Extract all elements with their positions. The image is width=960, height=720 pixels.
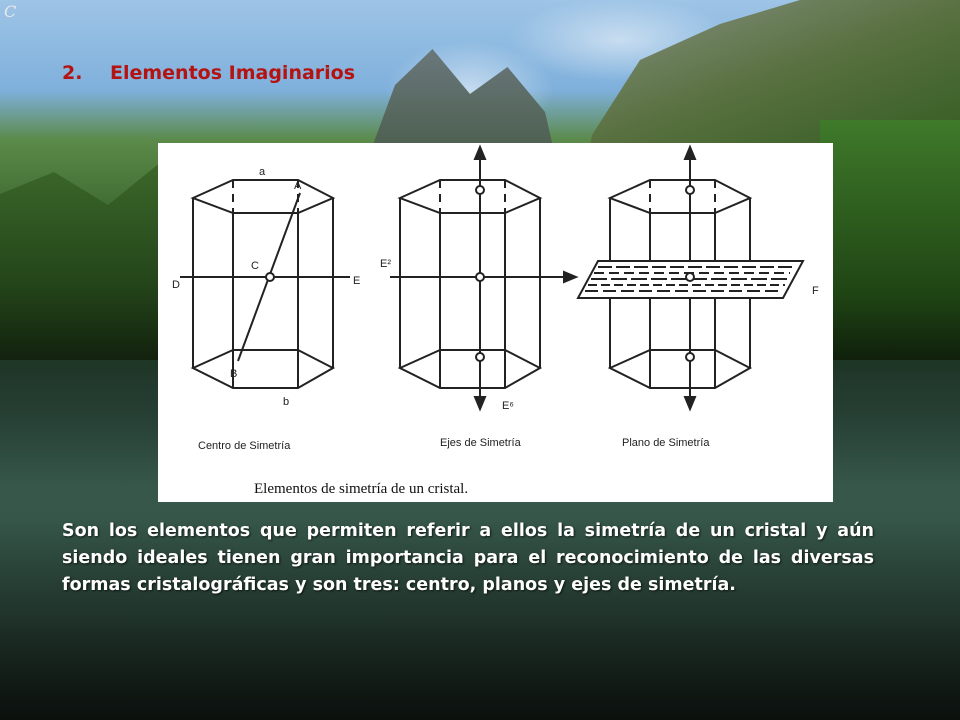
- figure-caption: Elementos de simetría de un cristal.: [254, 481, 469, 497]
- prism-centro: [180, 180, 350, 388]
- label-E2: E²: [380, 258, 391, 270]
- symmetry-diagram: [158, 143, 833, 502]
- label-b: b: [283, 396, 290, 408]
- label-D: D: [172, 279, 180, 291]
- label-E: E: [353, 275, 361, 287]
- plane-point-bottom: [686, 353, 694, 361]
- title-number: 2.: [62, 62, 83, 84]
- label-a: a: [259, 166, 266, 178]
- plane-point-center: [686, 273, 694, 281]
- axis-point-bottom: [476, 353, 484, 361]
- label-A: A: [294, 180, 302, 192]
- plane-point-top: [686, 186, 694, 194]
- center-point: [266, 273, 274, 281]
- slide-title: [62, 58, 355, 88]
- panel-label-centro: Centro de Simetría: [198, 440, 291, 452]
- symmetry-figure: [158, 143, 833, 502]
- body-paragraph: Son los elementos que permiten referir a ellos la simetría de un cristal y aún siendo ideales tienen gran importancia para el reconocimiento de las diversas formas cristalográficas y son tres: centro, planos y ejes de simetría.: [62, 521, 874, 595]
- title-text: Elementos Imaginarios: [110, 62, 356, 84]
- background-trees: [820, 120, 960, 370]
- label-F: F: [812, 285, 819, 297]
- panel-label-plano: Plano de Simetría: [622, 437, 710, 449]
- label-B: B: [230, 368, 238, 380]
- axis-point-center: [476, 273, 484, 281]
- axis-point-top: [476, 186, 484, 194]
- label-C: C: [251, 260, 259, 272]
- label-E6: E⁶: [502, 400, 514, 412]
- panel-label-ejes: Ejes de Simetría: [440, 437, 521, 449]
- corner-mark: C: [4, 2, 17, 21]
